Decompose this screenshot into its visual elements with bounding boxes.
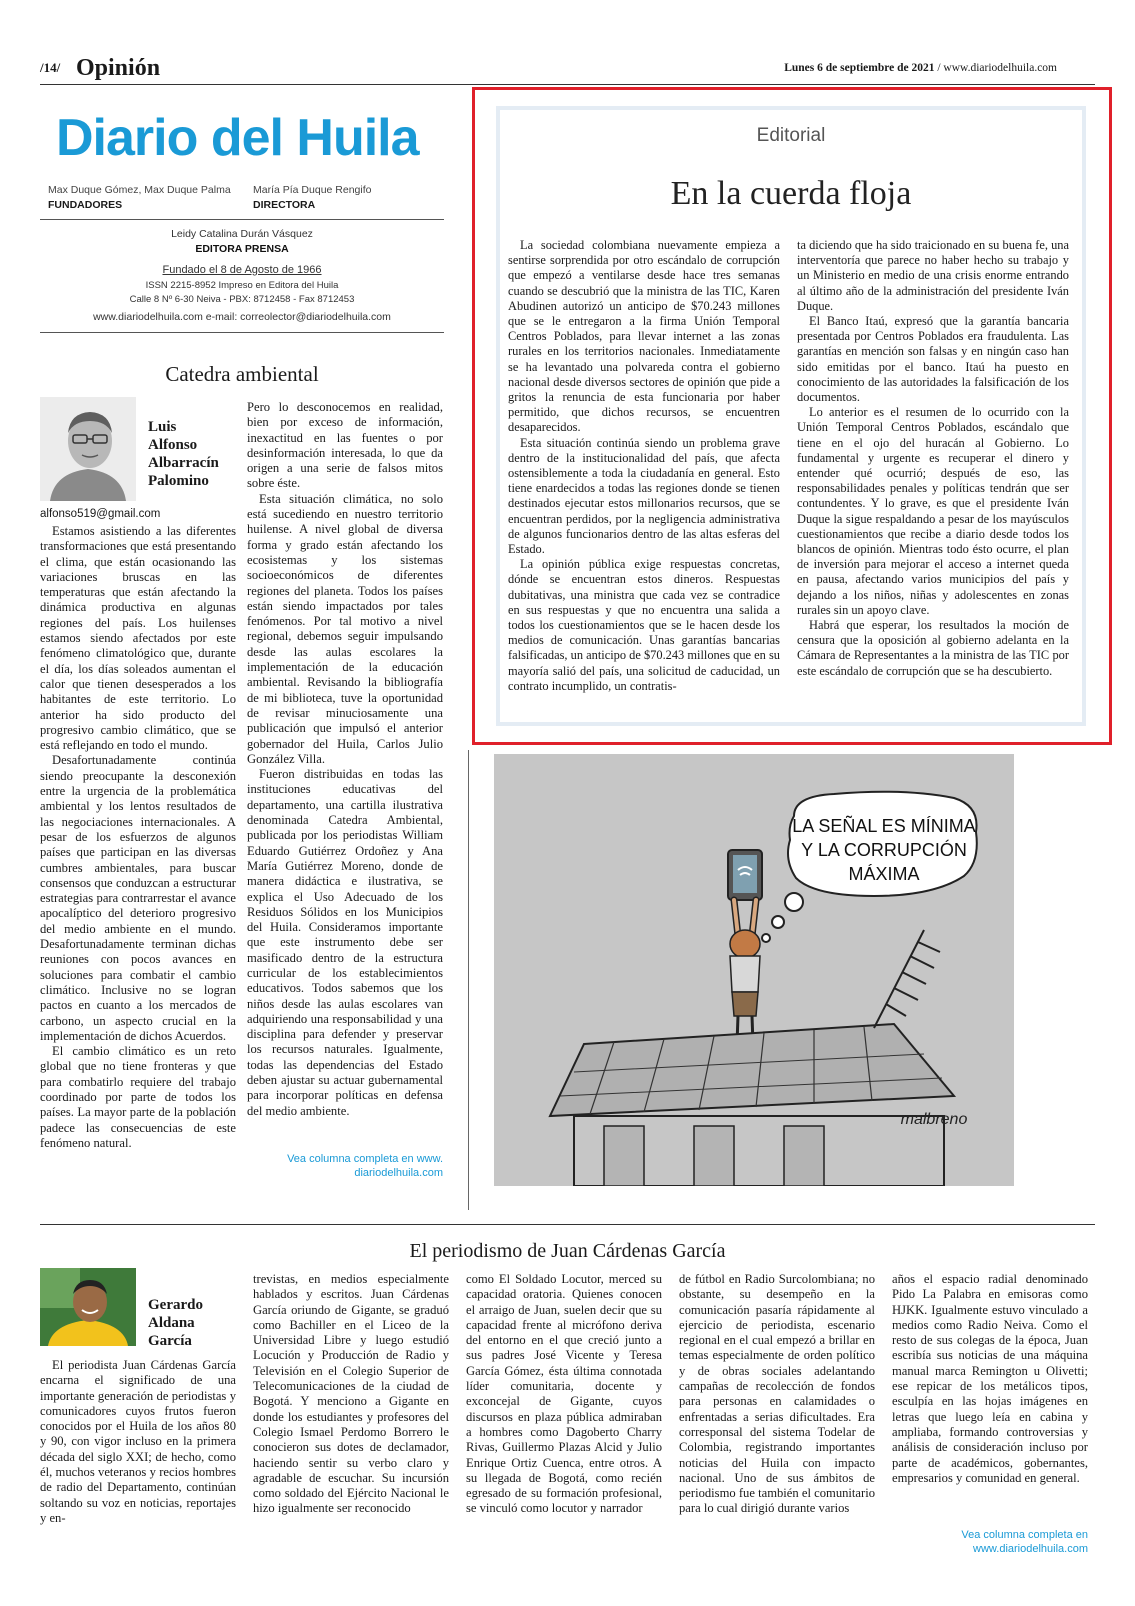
author-name-line: Gerardo [148,1297,203,1313]
author-portrait-icon [40,1268,136,1346]
paragraph: años el espacio radial denominado Pido La Palabra en emisoras como HJKK. Igualmente estuvo vinculado a medios como Radio Neiva. Como el resto de sus colegas de la época, Juan escribía sus noticias de una máquina manual marca Remington u Olivetti; ese repicar de los metálicos tipos, esculpía en las hojas imágenes en letras que luego leía en cabina y ampliaba, formando controversias y análisis de consideración incluso por parte de académicos, gobernantes, empresarios y comunidad en general. [892,1272,1088,1485]
paragraph: La sociedad colombiana nuevamente empieza a sentirse sorprendida por otro escándalo de corrupción que empezó a ventilarse desde hace tres semanas cuando se descubrió que la ministra de las TIC, Karen Abudinen autorizó un anticipo de $70.243 millones que se le entregaron a la firma Unión Temporal Centros Poblados, para llevar internet a las zonas rurales en los territorios nacionales. Inmediatamente se ha levantado una polvareda contra el gobierno nacional desde diversos sectores de opinión que pide a gritos la renuncia de esta funcionaria por haber permitido, que dichos recursos, se encuentren desaparecidos. [508,238,780,435]
paragraph: Fueron distribuidas en todas las instituciones educativas del departamento, una cartilla ilustrativa denominada Catedra Ambiental, publicada por los periodistas William Eduardo Gutiérrez Ordoñez y Ana María Gutiérrez Moreno, donde de manera didáctica e ilustrativa, se explica el Uso Adecuado de los Residuos Sólidos en los Municipios del Huila. Consideramos importante que este instrumento debe ser masificado dentro de la estructura curricular de los establecimientos educativos. Todos sabemos que los niños desde las aulas escolares van adquiriendo una responsabilidad y una disciplina para defender y preservar los recursos naturales. Igualmente, todas las dependencias del Estado deben ajustar su actuar gubernamental para incorporar políticas en defensa del medio ambiente. [247,767,443,1118]
editorial-label: Editorial [756,125,826,146]
person-icon [730,956,760,992]
paragraph: Habrá que esperar, los resultados la moción de censura que la oposición al gobierno adelanta en la Cámara de Representantes a la ministra de las TIC por este escándalo de corrupción que se ha descubierto. [797,618,1069,678]
founded-line [44,264,440,276]
bubble-text-line-3: MÁXIMA [848,864,920,884]
director-name: María Pía Duque Rengifo [253,184,372,196]
column-divider [468,750,469,1210]
bubble-text-line-2: Y LA CORRUPCIÓN [801,840,967,860]
header-rule [40,84,1095,85]
paragraph: de fútbol en Radio Surcolombiana; no obstante, su desempeño en la comunicación pasaría rápidamente al ejercicio de periodista, escenario regional en el cual empezó a brillar en temas especialmente de orden político y de obras sociales adelantando campañas de recolección de fondos para personas en calamidades o enfrentadas a serias dificultades. Era corresponsal del sistema Todelar de Colombia, registrando importantes noticias del Huila con impacto nacional. Uno de sus ámbitos de periodismo fue también el comunitario para lo cual dirigió durante varios [679,1272,875,1516]
header-website[interactable]: / www.diariodelhuila.com [934,62,1057,74]
read-more-line[interactable]: Vea columna completa en [961,1529,1088,1541]
paragraph: ta diciendo que ha sido traicionado en su buena fe, una interventoría que parece no haber hecho su trabajo y un Ministerio en medio de una crisis enorme entrando al último año de la administración del presidente Iván Duque. [797,238,1069,313]
read-more-line[interactable]: www.diariodelhuila.com [973,1543,1088,1555]
read-more-line[interactable]: diariodelhuila.com [354,1167,443,1179]
address-line: Calle 8 Nº 6-30 Neiva - PBX: 8712458 - Fax 8712453 [129,294,355,305]
cartoonist-signature: malbreno [900,1111,968,1128]
masthead-rule [40,219,444,220]
periodismo-column-1 [40,1358,236,1526]
editor-label: EDITORA PRENSA [195,243,289,255]
founded-text: Fundado el 8 de Agosto de 1966 [162,264,322,276]
periodismo-column-2 [253,1272,449,1517]
founders-label: FUNDADORES [48,199,123,211]
periodismo-column-3 [466,1272,662,1517]
periodismo-column-5 [892,1272,1088,1486]
editor-name: Leidy Catalina Durán Vásquez [171,228,313,240]
author-photo-albarracin [40,397,136,501]
paragraph: trevistas, en medios especialmente hablados y escritos. Juan Cárdenas García oriundo de Gigante, se graduó como Bachiller en el Liceo de la Universidad Libre y luego estudió Locución y Producción de Radio y Televisión en el Colegio Superior de Telecomunicaciones de la ciudad de Bogotá. Y menciono a Gigante en donde los estudiantes y profesores del Colegio Ismael Perdomo Borrero le conocieron sus dotes de declamador, haciendo sentir su verbo claro y agradable de escuchar. Su incursión como soldado del Ejército Nacional le hizo igualmente ser reconocido [253,1272,449,1516]
bubble-text-line-1: LA SEÑAL ES MÍNIMA [792,816,976,836]
paragraph: Esta situación continúa siendo un problema grave dentro de la institucionalidad del país, que afecta ostensiblemente a toda la ciudadanía en general. Esto tiene enardecidos a todas las regiones donde se tienen destinados ejecutar estos millonarios recursos, que se encuentran perdidos, por la negligencia administrativa de algunos funcionarios dentro de las altas esferas del Estado. [508,435,780,557]
author-email[interactable]: alfonso519@gmail.com [40,508,161,520]
paragraph: El cambio climático es un reto global que no tiene fronteras y que para combatirlo requiere del trabajo coordinado por parte de todos los países. La mayor parte de la población padece las consecuencias de este fenómeno natural. [40,1044,236,1150]
paragraph: El periodista Juan Cárdenas García encarna el significado de una importante generación de periodistas y comunicadores cuyos frutos fueron conocidos por el Huila de los años 80 y 90, con vigor incluso en la primera década del siglo XXI; de hecho, como él, muchos veteranos y recios hombres de radio del Departamento, continúan soltando su voz en noticias, reportajes y en- [40,1358,236,1525]
director-label: DIRECTORA [253,199,316,211]
periodismo-title: El periodismo de Juan Cárdenas García [409,1240,726,1262]
editorial-column-1 [508,238,780,694]
catedra-column-2 [247,400,443,1119]
web-email-line[interactable]: www.diariodelhuila.com e-mail: correolector@diariodelhuila.com [93,311,391,323]
author-name-line: Palomino [148,473,209,489]
editorial-column-2 [797,238,1069,679]
masthead-logo: Diario del Huila [56,109,419,167]
date-line [784,62,1057,74]
paragraph: Lo anterior es el resumen de lo ocurrido con la Unión Temporal Centros Poblados, escándalo que tiene en el ojo del huracán al Gobierno. Lo fundamental y urgente es recuperar el dinero y entender qué ocurrió; después de eso, las responsabilidades penales y políticas tendrán que ser contundentes. Y lo grave, es que el presidente Iván Duque la sigue respaldando a pesar de los mayúsculos cuestionamientos que recibe a diario desde todos los blancos de opinión. Mientras todo ésto ocurre, el plan de inversión para mejorar el acceso a internet queda en pausa, afectando varios municipios del país y dejando a los niños, niñas y adolescentes en zonas rurales sin un apoyo clave. [797,405,1069,617]
paragraph: El Banco Itaú, expresó que la garantía bancaria presentada por Centros Poblados era fraudulenta. Las garantías en mención son falsas y en ningún caso han sido emitidas por el banco. Itaú ha puesto en conocimiento de las autoridades la falsificación de los documentos. [797,314,1069,405]
periodismo-read-more[interactable] [892,1528,1088,1556]
author-name-line: Luis [148,419,177,435]
author-portrait-icon [40,397,136,501]
paragraph: Desafortunadamente continúa siendo preocupante la desconexión entre la urgencia de la problemática ambiental y los lentos resultados de las negociaciones internacionales. A pesar de los esfuerzos de algunos países que participan en las diversas cumbres ambientales, para buscar consensos que conduzcan a estructurar estrategias para contrarrestar el avance apocalíptico del deterioro progresivo del medio ambiente en el mundo. Desafortunadamente terminan dichas reuniones con pocos avances en soluciones para combatir el cambio climático. Inclusive no se logran pactos en cuanto a los mercados de carbono, un aspecto crucial en la implementación de dichos Acuerdos. [40,753,236,1043]
paragraph: Pero lo desconocemos en realidad, bien por exceso de información, inexactitud en las fuentes o por desinformación interesada, lo que da origen a una serie de falsos mitos sobre éste. [247,400,443,491]
catedra-title: Catedra ambiental [165,362,319,386]
author-name-line: García [148,1333,192,1349]
editorial-title: En la cuerda floja [670,175,912,212]
periodismo-author [148,1296,203,1350]
bottom-section-rule [40,1224,1095,1225]
cartoon-drawing [494,754,1014,1186]
author-name-line: Aldana [148,1315,195,1331]
paragraph: Esta situación climática, no solo está sucediendo en nuestro territorio huilense. A nivel global de diversa forma y grado están afectando los ecosistemas y los sistemas socioeconómicos de diferentes regiones del planeta. Todos los países están siendo impactados por tales fenómenos. Por tal motivo a nivel regional, debemos seguir impulsando desde las aulas escolares la implementación de la educación ambiental. Revisando la bibliografía de mi biblioteca, tuve la oportunidad de revisar minuciosamente una publicación que impulsó el anterior gobernador del Huila, Carlos Julio González Villa. [247,491,443,766]
catedra-column-1 [40,524,236,1151]
author-name-line: Alfonso [148,437,198,453]
masthead-bottom-rule [40,332,444,333]
periodismo-column-4 [679,1272,875,1517]
issue-date: Lunes 6 de septiembre de 2021 [784,62,935,74]
paragraph: La opinión pública exige respuestas concretas, dónde se encuentran estos dineros. Respuestas dubitativas, una ministra que cada vez se contradice en sus respuestas y que no encuentra una salida a todos los cuestionamientos que se le hacen desde los medios de comunicación. Unas garantías bancarias falsificadas, un anticipo de $70.243 millones que en su mayoría salió del país, una solicitud de caducidad, un contrato incumplido, un contratis- [508,557,780,693]
editorial-cartoon [494,754,1014,1186]
paragraph: Estamos asistiendo a las diferentes transformaciones que está presentando el clima, que están ocasionando las variaciones bruscas en las temperaturas que están afectando la dinámica productiva en algunas regiones del país. Los huilenses estamos siendo afectados por este fenómeno climatológico que, durante el día, los días soleados aumentan el calor que tienen desesperados a los habitantes de este territorio. Lo anterior ha sido producto del progresivo cambio climático, que se está reflejando en todo el mundo. [40,524,236,753]
founders-names: Max Duque Gómez, Max Duque Palma [48,184,231,196]
paragraph: como El Soldado Locutor, merced su capacidad oratoria. Quienes conocen el arraigo de Juan, suelen decir que su capacidad frente al micrófono deriva del entorno en el que creció junto a sus padres José Vicente y Teresa García Gómez, ésta última connotada líder comunitaria, docente y exconcejal de Gigante, cuyos discursos en plaza pública admiraban a hombres como Dagoberto Charry Rivas, Guillermo Plazas Alcid y Julio Enrique Ortiz Cuenca, entre otros. A su llegada de Bogotá, como recién egresado de su formación profesional, se vinculó como locutor y narrador [466,1272,662,1516]
author-name-line: Albarracín [148,455,219,471]
read-more-line[interactable]: Vea columna completa en www. [287,1153,443,1165]
page-number: /14/ [40,60,61,75]
section-title: Opinión [76,55,161,81]
catedra-author [148,418,219,490]
issn-line: ISSN 2215-8952 Impreso en Editora del Huila [145,280,339,291]
catedra-read-more[interactable] [247,1152,443,1180]
author-photo-aldana [40,1268,136,1346]
